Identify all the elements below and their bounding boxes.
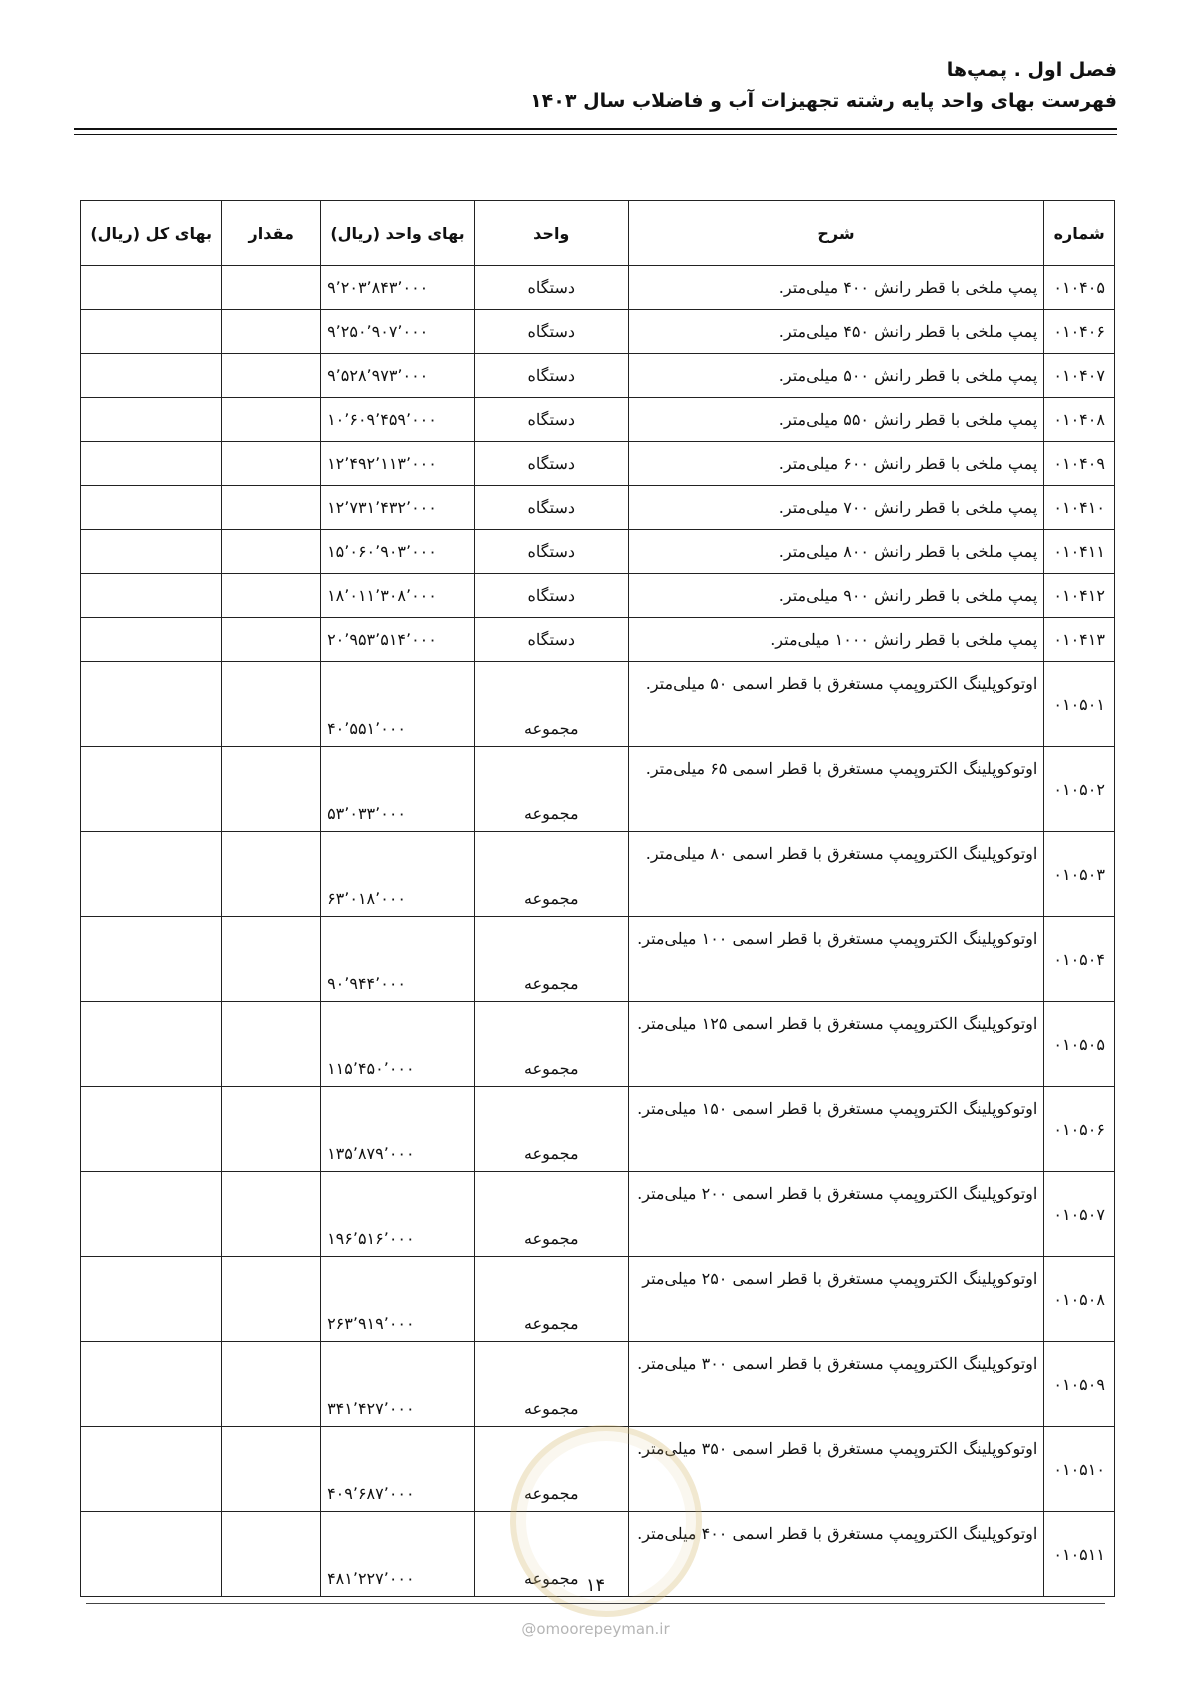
item-code: ۰۱۰۵۰۲ [1044, 747, 1115, 832]
item-unit: مجموعه [474, 662, 628, 747]
item-total-price [81, 354, 222, 398]
item-description: پمپ ملخی با قطر رانش ۴۰۰ میلی‌متر. [628, 266, 1044, 310]
item-total-price [81, 574, 222, 618]
item-code: ۰۱۰۴۰۸ [1044, 398, 1115, 442]
item-unit-price: ۵۳٬۰۳۳٬۰۰۰ [321, 747, 475, 832]
item-unit: مجموعه [474, 1087, 628, 1172]
table-row [81, 1002, 1115, 1087]
item-total-price [81, 530, 222, 574]
item-code: ۰۱۰۵۰۶ [1044, 1087, 1115, 1172]
item-code: ۰۱۰۵۰۱ [1044, 662, 1115, 747]
table-row [81, 1257, 1115, 1342]
table-row [81, 530, 1115, 574]
item-total-price [81, 1172, 222, 1257]
header-rule-thick [74, 128, 1117, 130]
price-table [80, 200, 1115, 1597]
item-quantity [222, 354, 321, 398]
item-total-price [81, 1087, 222, 1172]
item-total-price [81, 832, 222, 917]
item-description: پمپ ملخی با قطر رانش ۸۰۰ میلی‌متر. [628, 530, 1044, 574]
item-quantity [222, 1257, 321, 1342]
item-unit-price: ۱۱۵٬۴۵۰٬۰۰۰ [321, 1002, 475, 1087]
item-total-price [81, 1342, 222, 1427]
col-header-total-price: بهای کل (ریال) [81, 201, 222, 266]
table-row [81, 442, 1115, 486]
item-code: ۰۱۰۵۰۳ [1044, 832, 1115, 917]
item-unit-price: ۱۰٬۶۰۹٬۴۵۹٬۰۰۰ [321, 398, 475, 442]
item-code: ۰۱۰۵۰۷ [1044, 1172, 1115, 1257]
table-row [81, 832, 1115, 917]
item-total-price [81, 310, 222, 354]
table-row [81, 747, 1115, 832]
item-unit: مجموعه [474, 747, 628, 832]
item-unit-price: ۹۰٬۹۴۴٬۰۰۰ [321, 917, 475, 1002]
item-quantity [222, 1172, 321, 1257]
item-unit: مجموعه [474, 1427, 628, 1512]
item-quantity [222, 1342, 321, 1427]
item-quantity [222, 1002, 321, 1087]
item-quantity [222, 310, 321, 354]
item-unit: دستگاه [474, 354, 628, 398]
item-quantity [222, 917, 321, 1002]
table-header-row [81, 201, 1115, 266]
item-unit: دستگاه [474, 398, 628, 442]
item-code: ۰۱۰۴۰۹ [1044, 442, 1115, 486]
item-unit-price: ۴۰۹٬۶۸۷٬۰۰۰ [321, 1427, 475, 1512]
col-header-description: شرح [628, 201, 1044, 266]
item-unit-price: ۱۲٬۴۹۲٬۱۱۳٬۰۰۰ [321, 442, 475, 486]
item-quantity [222, 530, 321, 574]
item-code: ۰۱۰۴۱۰ [1044, 486, 1115, 530]
item-description: پمپ ملخی با قطر رانش ۹۰۰ میلی‌متر. [628, 574, 1044, 618]
item-total-price [81, 1257, 222, 1342]
item-total-price [81, 442, 222, 486]
item-unit-price: ۱۳۵٬۸۷۹٬۰۰۰ [321, 1087, 475, 1172]
table-row [81, 574, 1115, 618]
item-unit: دستگاه [474, 618, 628, 662]
item-quantity [222, 574, 321, 618]
item-quantity [222, 442, 321, 486]
item-code: ۰۱۰۴۰۵ [1044, 266, 1115, 310]
item-unit-price: ۲۶۳٬۹۱۹٬۰۰۰ [321, 1257, 475, 1342]
table-row [81, 1342, 1115, 1427]
item-description: اوتوکوپلینگ الکتروپمپ مستغرق با قطر اسمی ۴۰۰ میلی‌متر. [628, 1512, 1044, 1597]
item-unit-price: ۹٬۲۵۰٬۹۰۷٬۰۰۰ [321, 310, 475, 354]
page-header [74, 56, 1117, 116]
page-number: ۱۴ [585, 1575, 606, 1596]
item-quantity [222, 662, 321, 747]
item-unit: دستگاه [474, 310, 628, 354]
table-row [81, 398, 1115, 442]
item-unit-price: ۱۸٬۰۱۱٬۳۰۸٬۰۰۰ [321, 574, 475, 618]
item-description: اوتوکوپلینگ الکتروپمپ مستغرق با قطر اسمی ۲۵۰ میلی‌متر [628, 1257, 1044, 1342]
col-header-unit: واحد [474, 201, 628, 266]
item-unit: دستگاه [474, 442, 628, 486]
item-total-price [81, 486, 222, 530]
item-description: اوتوکوپلینگ الکتروپمپ مستغرق با قطر اسمی ۳۵۰ میلی‌متر. [628, 1427, 1044, 1512]
item-total-price [81, 618, 222, 662]
table-body [81, 266, 1115, 1597]
table-row [81, 310, 1115, 354]
item-quantity [222, 486, 321, 530]
table-row [81, 662, 1115, 747]
document-title: فهرست بهای واحد پایه رشته تجهیزات آب و فاضلاب سال ۱۴۰۳ [530, 90, 1117, 112]
item-total-price [81, 1427, 222, 1512]
item-unit-price: ۹٬۲۰۳٬۸۴۳٬۰۰۰ [321, 266, 475, 310]
table-row [81, 618, 1115, 662]
item-unit-price: ۱۹۶٬۵۱۶٬۰۰۰ [321, 1172, 475, 1257]
item-unit: مجموعه [474, 1257, 628, 1342]
item-description: پمپ ملخی با قطر رانش ۵۵۰ میلی‌متر. [628, 398, 1044, 442]
item-quantity [222, 618, 321, 662]
item-unit-price: ۲۰٬۹۵۳٬۵۱۴٬۰۰۰ [321, 618, 475, 662]
item-code: ۰۱۰۵۰۸ [1044, 1257, 1115, 1342]
item-code: ۰۱۰۵۰۹ [1044, 1342, 1115, 1427]
item-description: اوتوکوپلینگ الکتروپمپ مستغرق با قطر اسمی ۳۰۰ میلی‌متر. [628, 1342, 1044, 1427]
item-code: ۰۱۰۴۱۲ [1044, 574, 1115, 618]
item-code: ۰۱۰۵۱۱ [1044, 1512, 1115, 1597]
item-unit-price: ۶۳٬۰۱۸٬۰۰۰ [321, 832, 475, 917]
item-description: پمپ ملخی با قطر رانش ۷۰۰ میلی‌متر. [628, 486, 1044, 530]
item-unit: دستگاه [474, 486, 628, 530]
item-description: اوتوکوپلینگ الکتروپمپ مستغرق با قطر اسمی ۶۵ میلی‌متر. [628, 747, 1044, 832]
item-code: ۰۱۰۴۱۳ [1044, 618, 1115, 662]
col-header-unit-price: بهای واحد (ریال) [321, 201, 475, 266]
item-total-price [81, 917, 222, 1002]
item-description: پمپ ملخی با قطر رانش ۶۰۰ میلی‌متر. [628, 442, 1044, 486]
item-unit: مجموعه [474, 832, 628, 917]
item-code: ۰۱۰۵۱۰ [1044, 1427, 1115, 1512]
item-description: پمپ ملخی با قطر رانش ۱۰۰۰ میلی‌متر. [628, 618, 1044, 662]
item-unit: دستگاه [474, 530, 628, 574]
item-unit: دستگاه [474, 574, 628, 618]
site-watermark: @omoorepeyman.ir [521, 1620, 670, 1638]
item-unit: دستگاه [474, 266, 628, 310]
item-unit: مجموعه [474, 1512, 628, 1597]
header-rule-thin [74, 134, 1117, 135]
item-unit-price: ۱۲٬۷۳۱٬۴۳۲٬۰۰۰ [321, 486, 475, 530]
item-total-price [81, 747, 222, 832]
item-unit-price: ۴۰٬۵۵۱٬۰۰۰ [321, 662, 475, 747]
item-quantity [222, 398, 321, 442]
item-unit: مجموعه [474, 1342, 628, 1427]
item-total-price [81, 398, 222, 442]
item-quantity [222, 747, 321, 832]
item-total-price [81, 1002, 222, 1087]
footer-rule [86, 1603, 1105, 1604]
item-total-price [81, 662, 222, 747]
item-quantity [222, 1427, 321, 1512]
item-description: اوتوکوپلینگ الکتروپمپ مستغرق با قطر اسمی ۲۰۰ میلی‌متر. [628, 1172, 1044, 1257]
item-quantity [222, 266, 321, 310]
item-description: اوتوکوپلینگ الکتروپمپ مستغرق با قطر اسمی ۸۰ میلی‌متر. [628, 832, 1044, 917]
table-row [81, 917, 1115, 1002]
item-description: پمپ ملخی با قطر رانش ۴۵۰ میلی‌متر. [628, 310, 1044, 354]
item-unit: مجموعه [474, 1172, 628, 1257]
col-header-code: شماره [1044, 201, 1115, 266]
table-row [81, 1087, 1115, 1172]
item-code: ۰۱۰۵۰۴ [1044, 917, 1115, 1002]
item-unit: مجموعه [474, 917, 628, 1002]
item-description: اوتوکوپلینگ الکتروپمپ مستغرق با قطر اسمی ۵۰ میلی‌متر. [628, 662, 1044, 747]
table-row [81, 354, 1115, 398]
item-code: ۰۱۰۵۰۵ [1044, 1002, 1115, 1087]
item-description: اوتوکوپلینگ الکتروپمپ مستغرق با قطر اسمی ۱۵۰ میلی‌متر. [628, 1087, 1044, 1172]
table-row [81, 266, 1115, 310]
chapter-title: فصل اول . پمپ‌ها [946, 59, 1117, 81]
item-unit: مجموعه [474, 1002, 628, 1087]
item-code: ۰۱۰۴۰۶ [1044, 310, 1115, 354]
item-description: پمپ ملخی با قطر رانش ۵۰۰ میلی‌متر. [628, 354, 1044, 398]
item-code: ۰۱۰۴۰۷ [1044, 354, 1115, 398]
table-row [81, 1172, 1115, 1257]
table-row [81, 486, 1115, 530]
item-description: اوتوکوپلینگ الکتروپمپ مستغرق با قطر اسمی ۱۰۰ میلی‌متر. [628, 917, 1044, 1002]
col-header-quantity: مقدار [222, 201, 321, 266]
item-quantity [222, 832, 321, 917]
item-unit-price: ۳۴۱٬۴۲۷٬۰۰۰ [321, 1342, 475, 1427]
item-description: اوتوکوپلینگ الکتروپمپ مستغرق با قطر اسمی ۱۲۵ میلی‌متر. [628, 1002, 1044, 1087]
item-quantity [222, 1087, 321, 1172]
item-unit-price: ۴۸۱٬۲۲۷٬۰۰۰ [321, 1512, 475, 1597]
item-total-price [81, 266, 222, 310]
item-unit-price: ۹٬۵۲۸٬۹۷۳٬۰۰۰ [321, 354, 475, 398]
item-code: ۰۱۰۴۱۱ [1044, 530, 1115, 574]
item-unit-price: ۱۵٬۰۶۰٬۹۰۳٬۰۰۰ [321, 530, 475, 574]
